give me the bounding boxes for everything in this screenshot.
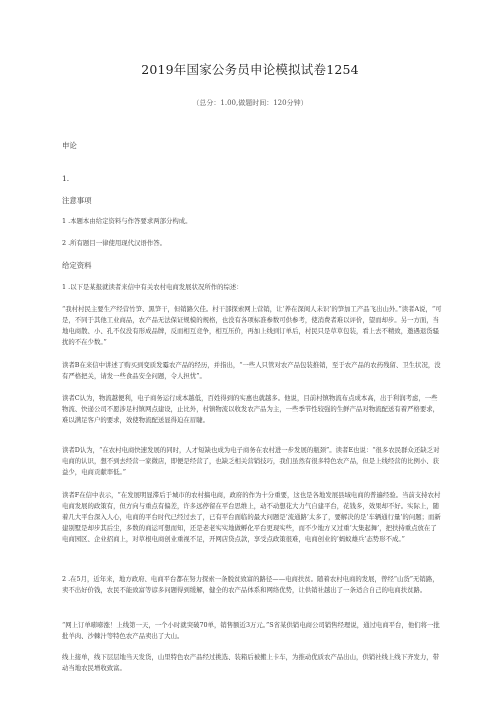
paragraph-reader-d-e: 读者D认为，“在农村电商快速发展的同时，人才短缺也成为电子商务在农村进一步发展的瓶颈”。读者E也说：“很多农民群众还缺乏对电商的认识，想不到去经营一家微店，即便是经营了，也缺乏相关营销技巧，我们虽然有很多特色农产品，但是上线经营的比例小、获益少，电商贡献率低。” — [62, 446, 440, 476]
paragraph-reader-f: 读者F在信中表示，“在发展明显滞后于城市的农村搞电商，政府的作为十分重要，这也是各地发展县域电商的普遍经验。当前支持农村电商发展的政策有，但方向与重点有偏差，许多远停留在平台思维上，动不动想花大力气自建平台，花钱多，效果却不好。实际上，随着几大平台深入人心，电商的平台时代已经过去了，已有平台面临的最大问题是‘流通路’太多了，要解决的是‘车辆通行量’的问题；而新建别墅是却步其后尘，多数的商运可想而知，还是老老实实地做孵化平台更现实些，而不少地方又过重‘大集起舞’，把扶持重点放在了电商园区、企业招商上，对草根电商创业重视不足，开网店贷点款，享受点政策很难，电商创业的‘蚂蚁雄兵’态势形不成。” — [62, 491, 441, 543]
notice-item-2: 2 .所有题目一律使用现代汉语作答。 — [62, 239, 166, 247]
material-1-intro: 1 .以下是某报就读者来信中有关农村电商发展状况所作的综述： — [62, 283, 243, 291]
paragraph-reader-a: “我村村民主要生产经营竹笋、黑笋干，但销路欠佳。村干部探索网上营销，让‘养在深闺人未识’的笋加工产品飞出山外。”读者A说，“可是，不同于其他工业商品，农产品无法保证规模的规格，也没有各项标准参数可供参考，使消费者难以评价，望而却步。另一方面，当地电商散、小、孔不仅没有形成品牌，反而相互竞争，相互压价，再加上线到订单后，村民只是草草包装，看上去不精致，邀遇退货骚扰的不在少数。” — [62, 305, 442, 346]
paragraph-online-orders: “网上订单嘭嘭涨！上线第一天，一个小时就突破70单，销售额近3万元。”S省某供销电商公司销售经理说，通过电商平台，他们将一批批羊肉、沙棘汁等特色农产品卖出了大山。 — [62, 621, 440, 640]
given-material-heading: 给定资料 — [62, 261, 92, 270]
material-2-intro: 2 .在5月，近年来，地方政府、电商平台都在努力探索一条脱贫致富的路径——电商扶贫。随着农村电商的发展，曾经“山货”无销路，卖不出好价钱，农民不能致富等谚多问题得到缓解，健全的农产品体系和网络优势，让供销社越出了一条适合自己的电商扶贫路。 — [62, 575, 439, 594]
document-title: 2019年国家公务员申论模拟试卷1254 — [141, 62, 359, 77]
question-number: 1. — [62, 174, 70, 183]
section-heading: 申论 — [62, 141, 77, 150]
paragraph-offline-delivery: 线上接单，线下层层地当天发货，山里特色农产品经过挑选、装箱后被搬上卡车，为推动优质农产品出山，供销社线上线下齐发力，带动当地农民增收致富。 — [62, 653, 440, 672]
paragraph-reader-b: 读者B在来信中讲述了购买到变质发霉农产品的经历，并指出，“一些人只管对农产品包装推销，至于农产品的农药残留、卫生状况，没有严格把关，请发一些食品安全问题，令人担忧”。 — [62, 361, 441, 380]
exam-meta: （总分：1.00,做题时间：120分钟） — [192, 99, 308, 107]
notice-item-1: 1 .本题本由给定资料与作答要求两部分构成。 — [62, 217, 192, 225]
notice-heading: 注意事项 — [62, 196, 92, 205]
paragraph-reader-c: 读者C认为，物流越便利，电子商务运行成本越低，百姓得到的实惠也就越多。他说，目前村镇物流布点成本高，出于利润考虑，一些物流、快递公司不愿涉足村镇网点建设，止比外，村镇物流以收发农产品为主，一些季节性较强的生鲜产品对物流配送有着严格要求，难以满足客户的要求，效使物流配送显得迫在眉睫。 — [62, 394, 440, 424]
